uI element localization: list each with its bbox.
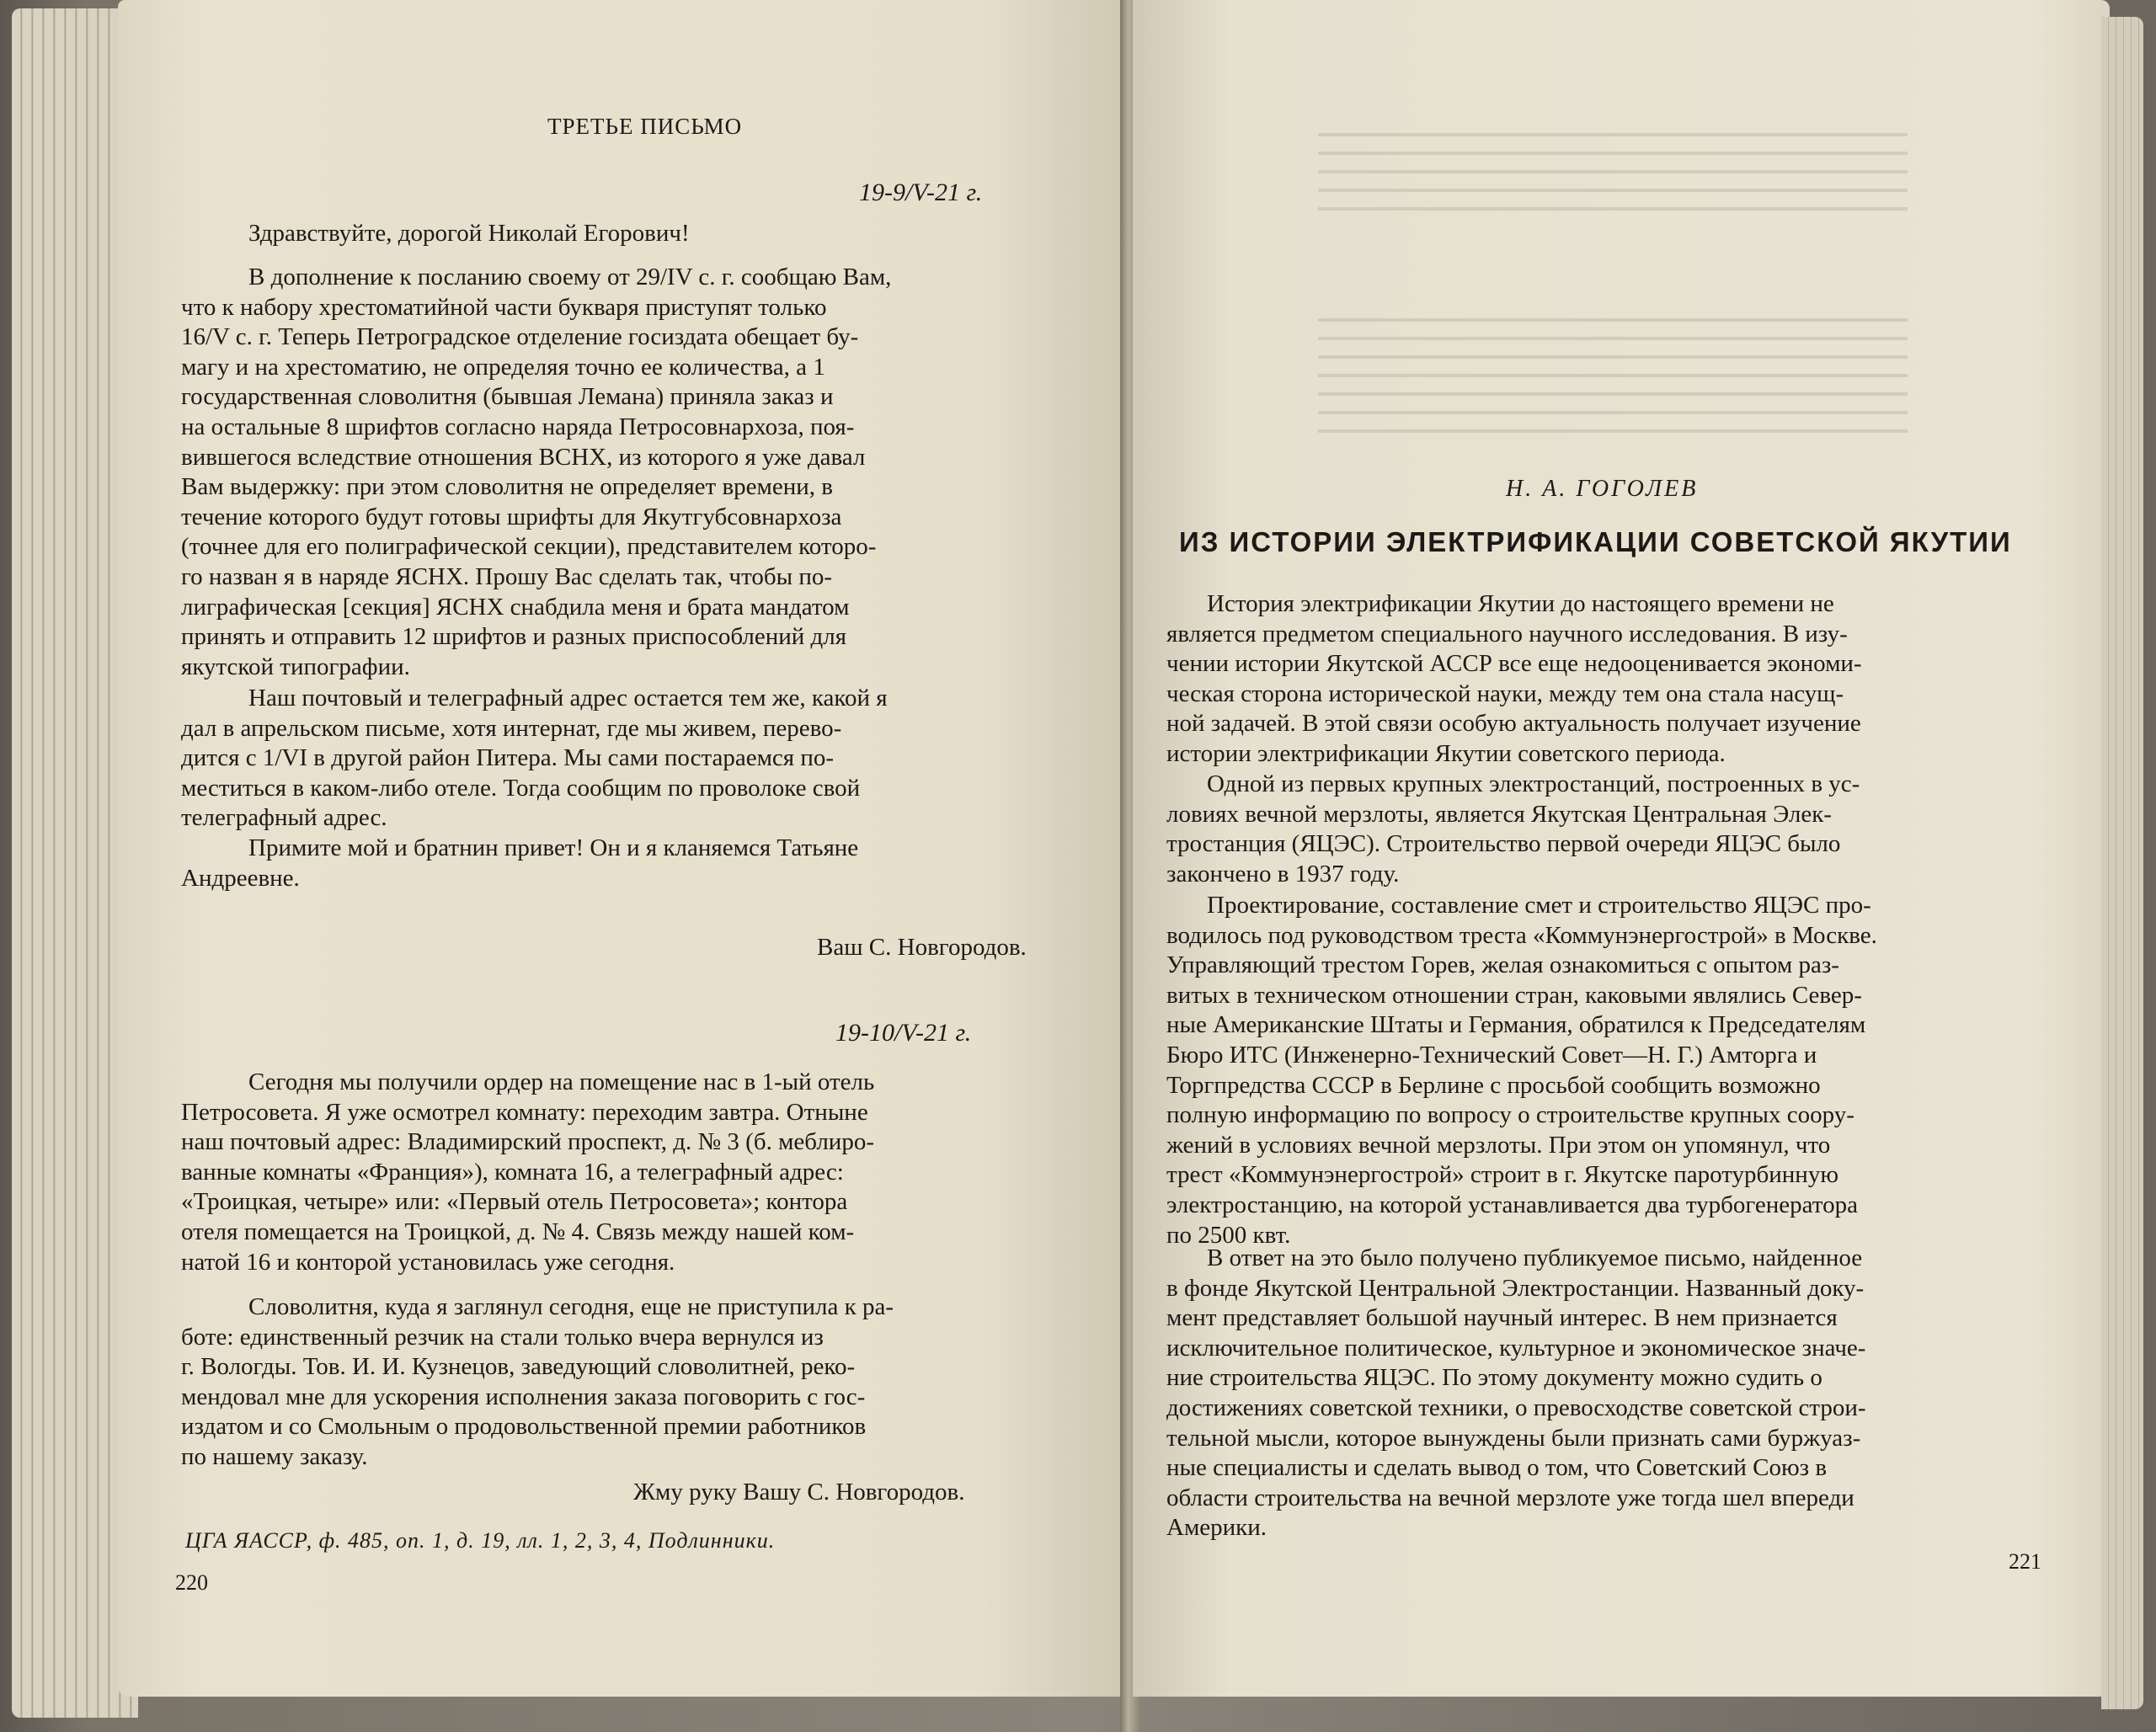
text-line: на остальные 8 шрифтов согласно наряда Петросовнархоза, поя-	[181, 413, 855, 440]
text-line: что к набору хрестоматийной части букваря приступят только	[181, 293, 827, 321]
letter-heading: ТРЕТЬЕ ПИСЬМО	[547, 114, 743, 139]
article-paragraph-1	[1166, 589, 1862, 770]
article-paragraph-3	[1166, 891, 1877, 1250]
show-through-text	[1318, 303, 1908, 438]
article-author: Н. А. ГОГОЛЕВ	[1506, 476, 1699, 502]
right-page	[1133, 0, 2110, 1697]
text-line: Примите мой и братнин привет! Он и я кланяемся Татьяне	[248, 834, 859, 861]
text-line: исключительное политическое, культурное и экономическое значе-	[1166, 1334, 1866, 1362]
text-line: ванные комнаты «Франция»), комната 16, а телеграфный адрес:	[181, 1158, 844, 1186]
letter-date-2: 19-10/V-21 г.	[835, 1019, 972, 1047]
text-line: по 2500 квт.	[1166, 1221, 1291, 1249]
page-number-left: 220	[175, 1570, 208, 1595]
text-line: вившегося вследствие отношения ВСНХ, из которого я уже давал	[181, 443, 866, 471]
text-line: полную информацию по вопросу о строительстве крупных соору-	[1166, 1101, 1854, 1129]
text-line: достижениях советской техники, о превосходстве советской строи-	[1166, 1394, 1866, 1421]
text-line: Петросовета. Я уже осмотрел комнату: переходим завтра. Отныне	[181, 1098, 868, 1126]
text-line: по нашему заказу.	[181, 1442, 368, 1470]
article-paragraph-2	[1166, 770, 1860, 889]
letter-paragraph-4	[181, 1068, 874, 1277]
right-page-edges	[2101, 17, 2143, 1709]
text-line: принять и отправить 12 шрифтов и разных приспособлений для	[181, 623, 847, 651]
letter-greeting: Здравствуйте, дорогой Николай Егорович!	[248, 220, 690, 247]
text-line: тростанция (ЯЦЭС). Строительство первой очереди ЯЦЭС было	[1166, 830, 1841, 858]
text-line: боте: единственный резчик на стали только вчера вернулся из	[181, 1323, 824, 1351]
letter-signature-2: Жму руку Вашу С. Новгородов.	[633, 1479, 965, 1506]
text-line: Торгпредства СССР в Берлине с просьбой сообщить возможно	[1166, 1071, 1821, 1099]
text-line: наш почтовый адрес: Владимирский проспект, д. № 3 (б. меблиро-	[181, 1128, 874, 1156]
text-line: является предметом специального научного исследования. В изу-	[1166, 620, 1848, 648]
letter-signature-1: Ваш С. Новгородов.	[817, 934, 1027, 961]
text-line: отеля помещается на Троицкой, д. № 4. Связь между нашей ком-	[181, 1218, 855, 1245]
text-line: го назван я в наряде ЯСНХ. Прошу Вас сделать так, чтобы по-	[181, 562, 833, 590]
text-line: области строительства на вечной мерзлоте уже тогда шел впереди	[1166, 1484, 1854, 1511]
text-line: Бюро ИТС (Инженерно-Технический Совет—Н. Г.) Амторга и	[1166, 1041, 1817, 1069]
text-line: 16/V с. г. Теперь Петроградское отделение госиздата обещает бу-	[181, 323, 859, 351]
text-line: дал в апрельском письме, хотя интернат, где мы живем, перево-	[181, 714, 842, 742]
text-line: якутской типографии.	[181, 653, 410, 680]
text-line: мендовал мне для ускорения исполнения заказа поговорить с гос-	[181, 1383, 866, 1410]
text-line: меститься в каком-либо отеле. Тогда сообщим по проволоке свой	[181, 774, 861, 802]
text-line: электростанцию, на которой устанавливается два турбогенератора	[1166, 1191, 1858, 1218]
article-paragraph-4	[1166, 1244, 1866, 1543]
text-line: Сегодня мы получили ордер на помещение нас в 1-ый отель	[248, 1069, 875, 1095]
archive-source: ЦГА ЯАССР, ф. 485, оп. 1, д. 19, лл. 1, 2, 3, 4, Подлинники.	[185, 1528, 776, 1553]
text-line: Андреевне.	[181, 864, 300, 892]
text-line: государственная словолитня (бывшая Лемана) приняла заказ и	[181, 383, 834, 411]
text-line: дится с 1/VI в другой район Питера. Мы сами постараемся по-	[181, 744, 835, 772]
text-line: ние строительства ЯЦЭС. По этому документу можно судить о	[1166, 1364, 1822, 1392]
text-line: ные Американские Штаты и Германия, обратился к Председателям	[1166, 1011, 1866, 1039]
text-line: Наш почтовый и телеграфный адрес остается тем же, какой я	[248, 685, 888, 711]
text-line: (точнее для его полиграфической секции), представителем которо-	[181, 533, 877, 561]
text-line: мент представляет большой научный интерес. В нем признается	[1166, 1304, 1838, 1332]
text-line: тельной мысли, которое вынуждены были признать сами буржуаз-	[1166, 1424, 1861, 1452]
text-line: ческая сторона исторической науки, между тем она стала насущ-	[1166, 679, 1844, 707]
text-line: Одной из первых крупных электростанций, построенных в ус-	[1207, 770, 1860, 797]
text-line: издатом и со Смольным о продовольственной премии работников	[181, 1413, 867, 1441]
text-line: жений в условиях вечной мерзлоты. При этом он упомянул, что	[1166, 1131, 1831, 1159]
letter-paragraph-5	[181, 1292, 894, 1473]
text-line: натой 16 и конторой установилась уже сегодня.	[181, 1248, 675, 1276]
article-title: ИЗ ИСТОРИИ ЭЛЕКТРИФИКАЦИИ СОВЕТСКОЙ ЯКУТИИ	[1179, 526, 2012, 557]
text-line: В ответ на это было получено публикуемое письмо, найденное	[1207, 1244, 1863, 1271]
letter-date-1: 19-9/V-21 г.	[859, 179, 983, 206]
text-line: чении истории Якутской АССР все еще недооценивается экономи-	[1166, 650, 1862, 678]
text-line: лиграфическая [секция] ЯСНХ снабдила меня и брата мандатом	[181, 593, 850, 621]
page-number-right: 221	[2009, 1549, 2041, 1574]
text-line: Проектирование, составление смет и строительство ЯЦЭС про-	[1207, 892, 1871, 919]
text-line: Вам выдержку: при этом словолитня не определяет времени, в	[181, 473, 833, 501]
letter-paragraph-1	[181, 263, 891, 682]
text-line: течение которого будут готовы шрифты для Якутгубсовнархоза	[181, 503, 842, 530]
text-line: телеграфный адрес.	[181, 804, 387, 832]
text-line: ной задачей. В этой связи особую актуальность получает изучение	[1166, 710, 1861, 738]
text-line: истории электрификации Якутии советского периода.	[1166, 739, 1726, 767]
letter-paragraph-3	[181, 834, 858, 893]
text-line: г. Вологды. Тов. И. И. Кузнецов, заведующий словолитней, реко-	[181, 1353, 856, 1381]
left-page	[118, 0, 1129, 1697]
letter-paragraph-2	[181, 684, 888, 834]
text-line: закончено в 1937 году.	[1166, 860, 1400, 887]
text-line: В дополнение к посланию своему от 29/IV с. г. сообщаю Вам,	[248, 264, 892, 290]
text-line: в фонде Якутской Центральной Электростанции. Названный доку-	[1166, 1274, 1865, 1302]
text-line: трест «Коммунэнергострой» строит в г. Якутске паротурбинную	[1166, 1161, 1838, 1189]
text-line: Америки.	[1166, 1514, 1267, 1542]
text-line: ловиях вечной мерзлоты, является Якутская Центральная Элек-	[1166, 800, 1832, 828]
text-line: магу и на хрестоматию, не определяя точно ее количества, а 1	[181, 353, 825, 381]
text-line: витых в техническом отношении стран, каковыми являлись Север-	[1166, 981, 1862, 1009]
text-line: Управляющий трестом Горев, желая ознакомиться с опытом раз-	[1166, 951, 1839, 979]
text-line: ные специалисты и сделать вывод о том, что Советский Союз в	[1166, 1454, 1828, 1482]
show-through-text	[1318, 118, 1908, 219]
text-line: Словолитня, куда я заглянул сегодня, еще не приступила к ра-	[248, 1293, 894, 1320]
text-line: История электрификации Якутии до настоящего времени не	[1207, 590, 1834, 617]
text-line: «Троицкая, четыре» или: «Первый отель Петросовета»; контора	[181, 1188, 848, 1216]
text-line: водилось под руководством треста «Коммунэнергострой» в Москве.	[1166, 921, 1877, 949]
